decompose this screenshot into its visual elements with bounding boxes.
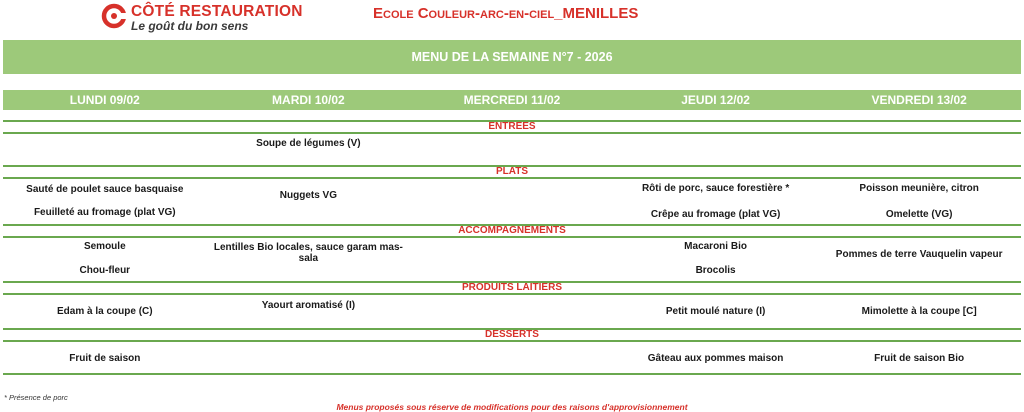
section-header-accompagnements [3, 224, 1021, 238]
menu-item: Brocolis [695, 265, 736, 276]
menu-cell-tuesday [207, 134, 411, 164]
menu-cell-thursday [614, 342, 818, 372]
menu-cell-wednesday [410, 342, 614, 372]
menu-item: Nuggets VG [279, 190, 337, 201]
section-label: ACCOMPAGNEMENTS [458, 225, 566, 236]
brand-logo [101, 2, 301, 38]
menu-item: Chou-fleur [79, 265, 131, 276]
bottom-rule [3, 373, 1021, 375]
menu-cell-tuesday [207, 295, 411, 328]
section-row-entrees [3, 134, 1021, 164]
section-row-produits-laitiers [3, 295, 1021, 328]
menu-cell-friday [817, 179, 1021, 224]
menu-cell-wednesday [410, 179, 614, 224]
menu-item: Fruit de saison Bio [874, 353, 965, 364]
menu-cell-tuesday [207, 342, 411, 372]
menu-cell-thursday [614, 238, 818, 281]
menu-cell-wednesday [410, 295, 614, 328]
day-header-monday: LUNDI 09/02 [69, 93, 140, 107]
menu-item: Crêpe au fromage (plat VG) [650, 209, 781, 220]
week-title: MENU DE LA SEMAINE N°7 - 2026 [411, 50, 613, 64]
menu-cell-monday [3, 342, 207, 372]
disclaimer: Menus proposés sous réserve de modifications pour des raisons d'approvisionnement [336, 402, 688, 412]
menu-item: Omelette (VG) [885, 209, 953, 220]
day-header-tuesday: MARDI 10/02 [272, 93, 345, 107]
day-header-wednesday: MERCREDI 11/02 [463, 93, 561, 107]
section-label: PRODUITS LAITIERS [461, 282, 562, 293]
section-row-accompagnements [3, 238, 1021, 281]
day-header-friday: VENDREDI 13/02 [871, 93, 967, 107]
menu-cell-monday [3, 179, 207, 224]
menu-cell-thursday [614, 295, 818, 328]
section-row-plats [3, 179, 1021, 224]
menu-item: Soupe de légumes (V) [256, 138, 361, 149]
menu-item: Poisson meunière, citron [859, 183, 979, 194]
menu-item: Petit moulé nature (I) [665, 306, 766, 317]
days-header [3, 90, 1021, 110]
menu-item: Rôti de porc, sauce forestière * [641, 183, 790, 194]
section-header-plats [3, 165, 1021, 179]
menu-cell-wednesday [410, 238, 614, 281]
menu-item: Semoule [83, 241, 126, 252]
menu-item: Feuilleté au fromage (plat VG) [33, 207, 176, 218]
menu-cell-tuesday [207, 179, 411, 224]
menu-cell-friday [817, 238, 1021, 281]
brand-name: CÔTÉ RESTAURATION [131, 3, 303, 20]
menu-item: Sauté de poulet sauce basquaise [26, 184, 184, 195]
menu-cell-thursday [614, 179, 818, 224]
section-label: PLATS [495, 166, 529, 177]
menu-cell-tuesday [207, 238, 411, 281]
section-header-entrees [3, 120, 1021, 134]
menu-item: Mimolette à la coupe [C] [861, 306, 977, 317]
cote-restauration-logo-icon [101, 3, 127, 29]
menu-item: Lentilles Bio locales, sauce garam mas- sala [213, 242, 403, 264]
menu-cell-thursday [614, 134, 818, 164]
menu-item: Gâteau aux pommes maison [647, 353, 784, 364]
section-row-desserts [3, 342, 1021, 372]
menu-cell-monday [3, 295, 207, 328]
section-header-produits-laitiers [3, 281, 1021, 295]
menu-item: Macaroni Bio [684, 241, 747, 252]
brand-tagline: Le goût du bon sens [131, 19, 249, 33]
menu-cell-wednesday [410, 134, 614, 164]
menu-item: Yaourt aromatisé (I) [261, 300, 356, 311]
menu-item: Pommes de terre Vauquelin vapeur [835, 249, 1003, 260]
section-label: DESSERTS [485, 329, 539, 340]
menu-cell-friday [817, 295, 1021, 328]
menu-cell-monday [3, 238, 207, 281]
footnote: * Présence de porc [4, 393, 68, 402]
menu-item: Edam à la coupe (C) [57, 306, 153, 317]
school-name: Ecole Couleur-arc-en-ciel_MENILLES [373, 5, 639, 22]
menu-cell-friday [817, 342, 1021, 372]
section-header-desserts [3, 328, 1021, 342]
week-title-bar [3, 40, 1021, 74]
day-header-thursday: JEUDI 12/02 [681, 93, 750, 107]
menu-item: Fruit de saison [69, 353, 141, 364]
menu-cell-friday [817, 134, 1021, 164]
menu-cell-monday [3, 134, 207, 164]
section-label: ENTREES [488, 121, 536, 132]
